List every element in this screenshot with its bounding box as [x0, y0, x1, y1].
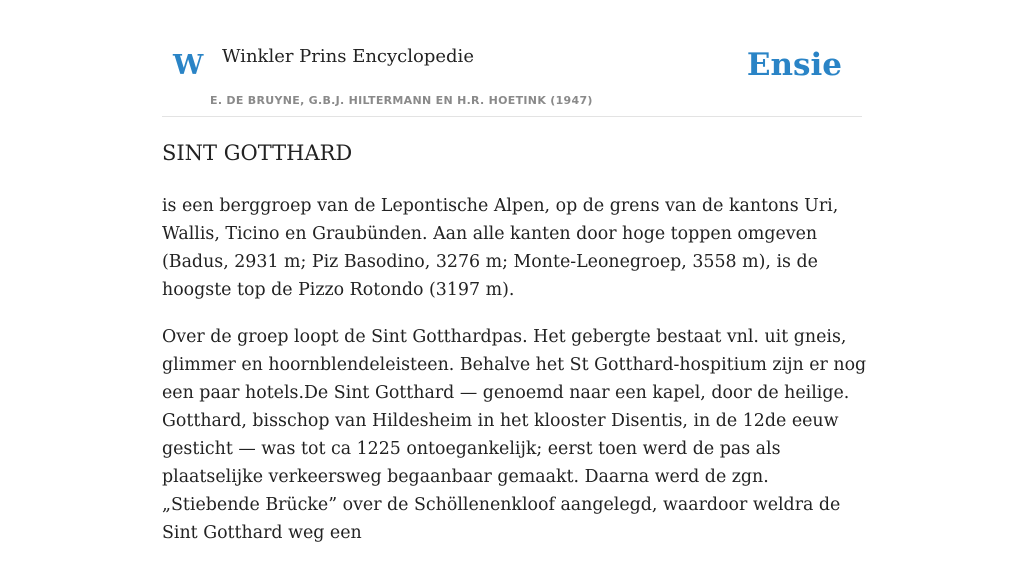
article-body: [162, 192, 867, 566]
header: [162, 0, 862, 117]
publication-authors: E. DE BRUYNE, G.B.J. HILTERMANN EN H.R. HOETINK (1947): [210, 94, 593, 107]
article-title: SINT GOTTHARD: [162, 141, 353, 165]
article-paragraph: is een berggroep van de Lepontische Alpen, op de grens van de kantons Uri, Wallis, Ticino en Graubünden. Aan alle kanten door hoge toppen omgeven (Badus, 2931 m; Piz Basodino, 3276 m; Monte-Leonegroep, 3558 m), is de hoogste top de Pizzo Rotondo (3197 m).: [162, 196, 839, 300]
ensie-logo-link[interactable]: Ensie: [746, 47, 842, 83]
publication-title[interactable]: Winkler Prins Encyclopedie: [222, 46, 474, 67]
publication-logo[interactable]: W: [173, 50, 204, 81]
article-paragraph: Over de groep loopt de Sint Gotthardpas. Het gebergte bestaat vnl. uit gneis, glimmer en hoornblendeleisteen. Behalve het St Gotthard-hospitium zijn er nog een paar hotels.De Sint Gotthard — genoemd naar een kapel, door de heilige. Gotthard, bisschop van Hildesheim in het klooster Disentis, in de 12de eeuw gesticht — was tot ca 1225 ontoegankelijk; eerst toen werd de pas als plaatselijke verkeersweg begaanbaar gemaakt. Daarna werd de zgn. „Stiebende Brücke” over de Schöllenenkloof aangelegd, waardoor weldra de Sint Gotthard weg een: [162, 327, 867, 543]
